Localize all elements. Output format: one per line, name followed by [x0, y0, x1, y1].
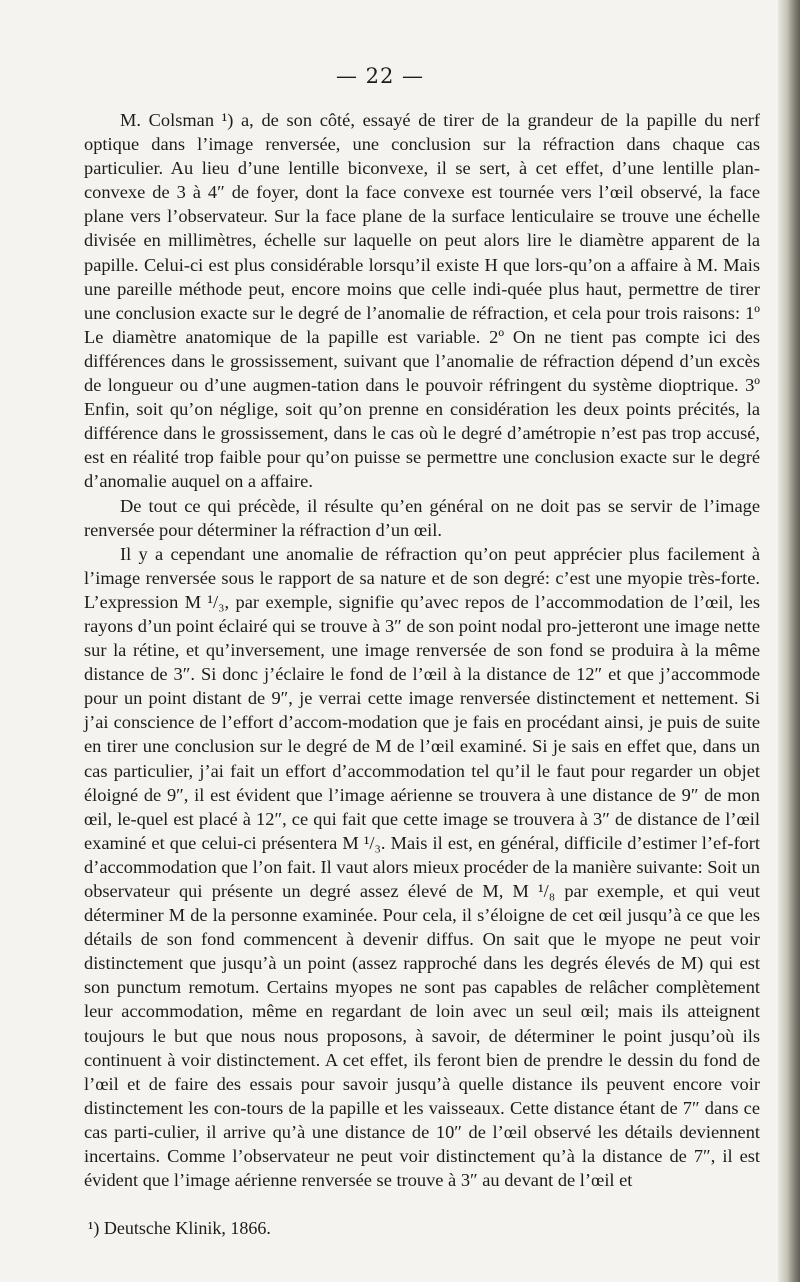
body-text	[84, 108, 760, 1192]
footnote: ¹) Deutsche Klinik, 1866.	[88, 1218, 271, 1238]
paragraph: Il y a cependant une anomalie de réfraction qu’on peut apprécier plus facilement à l’image renversée sous le rapport de sa nature et de son degré: c’est une myopie très-forte. L’expression M ¹/₃, par exemple, signifie qu’avec repos de l’accommodation de l’œil, les rayons d’un point éclairé qui se trouve à 3″ de son point nodal pro-jetteront une image nette sur la rétine, et qu’inversement, une image renversée de son fond se produira à la même distance de 3″. Si donc j’éclaire le fond de l’œil à la distance de 12″ et que j’accommode pour un point distant de 9″, je verrai cette image renversée distinctement et nettement. Si j’ai conscience de l’effort d’accom-modation que je fais en procédant ainsi, je puis de suite en tirer une conclusion sur le degré de M de l’œil examiné. Si je sais en effet que, dans un cas particulier, j’ai fait un effort d’accommodation tel qu’il le faut pour regarder un objet éloigné de 9″, il est évident que l’image aérienne se trouvera à une distance de 9″ de mon œil, le-quel est placé à 12″, ce qui fait que cette image se trouvera à 3″ de distance de l’œil examiné et que celui-ci présentera M ¹/₃. Mais il est, en général, difficile d’estimer l’ef-fort d’accommodation que l’on fait. Il vaut alors mieux procéder de la manière suivante: Soit un observateur qui présente un degré assez élevé de M, M ¹/₈ par exemple, et qui veut déterminer M de la personne examinée. Pour cela, il s’éloigne de cet œil jusqu’à ce que les détails de son fond commencent à devenir diffus. On sait que le myope ne peut voir distinctement que jusqu’à un point (assez rapproché dans les degrés élevés de M) qui est son punctum remotum. Certains myopes ne sont pas capables de relâcher complètement leur accommodation, même en regardant de loin avec un seul œil; mais ils atteignent toujours le but que nous nous proposons, à savoir, de déterminer le point jusqu’où ils continuent à voir distinctement. A cet effet, ils feront bien de prendre le dessin du fond de l’œil et de faire des essais pour savoir jusqu’à quelle distance ils peuvent encore voir distinctement les con-tours de la papille et les vaisseaux. Cette distance étant de 7″ dans ce cas parti-culier, il arrive qu’à une distance de 10″ de l’œil observé les détails deviennent incertains. Comme l’observateur ne peut voir distinctement qu’à la distance de 7″, il est évident que l’image aérienne renversée se trouve à 3″ au devant de l’œil et	[84, 543, 760, 1191]
page-number: — 22 —	[335, 64, 425, 88]
paragraph: De tout ce qui précède, il résulte qu’en général on ne doit pas se servir de l’image renversée pour déterminer la réfraction d’un œil.	[84, 495, 760, 540]
paragraph: M. Colsman ¹) a, de son côté, essayé de tirer de la grandeur de la papille du nerf optique dans l’image renversée, une conclusion sur la réfraction dans chaque cas particulier. Au lieu d’une lentille biconvexe, il se sert, à cet effet, d’une lentille plan-convexe de 3 à 4″ de foyer, dont la face convexe est tournée vers l’œil observé, la face plane vers l’observateur. Sur la face plane de la surface lenticulaire se trouve une échelle divisée en millimètres, échelle sur laquelle on peut alors lire le diamètre apparent de la papille. Celui-ci est plus considérable lorsqu’il existe H que lors-qu’on a affaire à M. Mais une pareille méthode peut, encore moins que celle indi-quée plus haut, permettre de tirer une conclusion exacte sur le degré de l’anomalie de réfraction, et cela pour trois raisons: 1º Le diamètre anatomique de la papille est variable. 2º On ne tient pas compte ici des différences dans le grossissement, suivant que l’anomalie de réfraction dépend d’un excès de longueur ou d’une augmen-tation dans le pouvoir réfringent du système dioptrique. 3º Enfin, soit qu’on néglige, soit qu’on prenne en considération les deux points précités, la différence dans le grossissement, dans le cas où le degré d’amétropie n’est pas trop accusé, est en réalité trop faible pour qu’on puisse se permettre une conclusion exacte sur le degré d’anomalie auquel on a affaire.	[84, 110, 760, 492]
scan-page-edge	[778, 0, 800, 1282]
